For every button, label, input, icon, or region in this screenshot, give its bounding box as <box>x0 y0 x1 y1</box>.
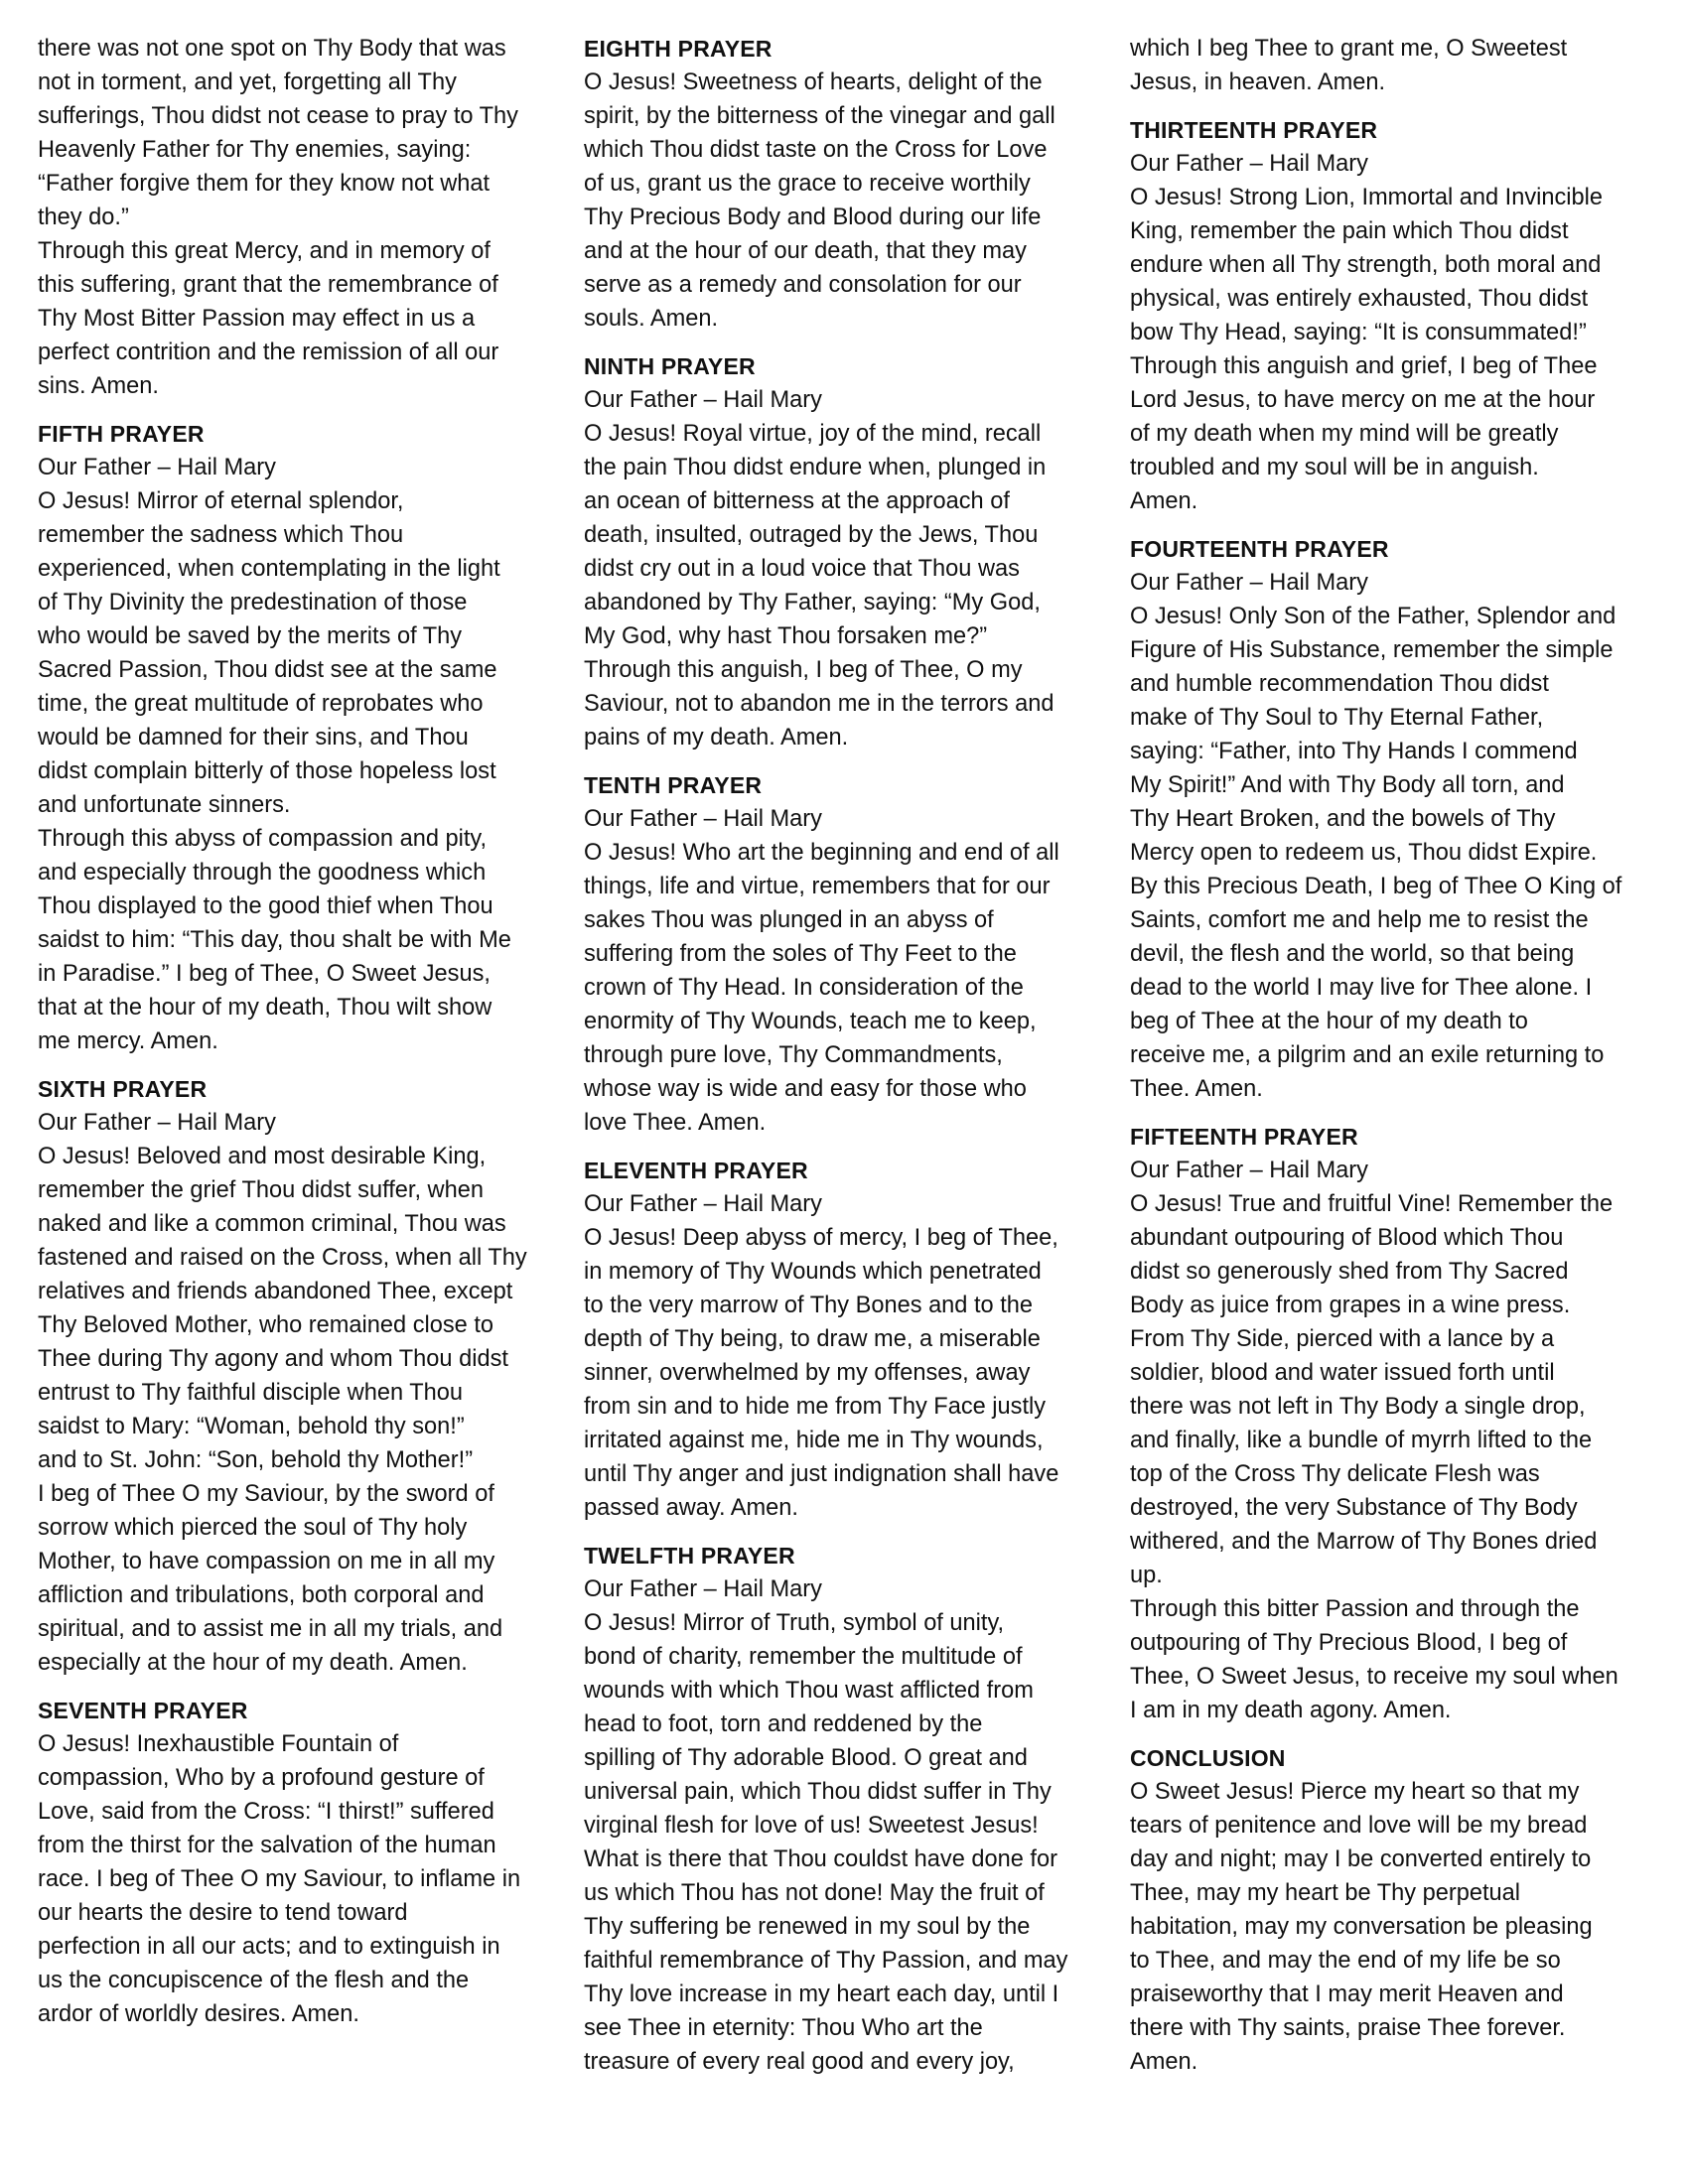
prayer-heading: THIRTEENTH PRAYER <box>1130 117 1378 143</box>
sixth-prayer <box>38 1072 569 1680</box>
prayer-text: O Jesus! Mirror of eternal splendor, remember the sadness which Thou experienced, when contemplating in the light of Thy Divinity the predestination of those who would be saved by the merits of Thy Sacred Passion, Thou didst see at the same time, the great multitude of reprobates who would be damned for their sins, and Thou didst complain bitterly of those hopeless lost and unfortunate sinners. <box>38 488 500 818</box>
prayer-heading: FIFTH PRAYER <box>38 421 205 447</box>
prayer-text: O Sweet Jesus! Pierce my heart so that my tears of penitence and love will be my bread day and night; may I be converted entirely to Thee, may my heart be Thy perpetual habitation, may my conversation be pleasing to Thee, and may the end of my life be so praiseworthy that I may merit Heaven and there with Thy saints, praise Thee forever. Amen. <box>1130 1779 1593 2075</box>
ninth-prayer <box>584 349 1115 754</box>
prayer-text: O Jesus! Royal virtue, joy of the mind, recall the pain Thou didst endure when, plunged in an ocean of bitterness at the approach of death, insulted, outraged by the Jews, Thou didst cry out in a loud voice that Thou was abandoned by Thy Father, saying: “My God, My God, why hast Thou forsaken me?” Through this anguish, I beg of Thee, O my Saviour, not to abandon me in the terrors and pains of my death. Amen. <box>584 421 1055 751</box>
prayer-text: O Jesus! Inexhaustible Fountain of compassion, Who by a profound gesture of Love, said from the Cross: “I thirst!” suffered from the thirst for the salvation of the human race. I beg of Thee O my Saviour, to inflame in our hearts the desire to tend toward perfection in all our acts; and to extinguish in us the concupiscence of the flesh and the ardor of worldly desires. Amen. <box>38 1731 521 2027</box>
prayer-subheading: Our Father – Hail Mary <box>584 387 822 413</box>
fourteenth-prayer <box>1130 532 1661 1106</box>
prayer-heading: ELEVENTH PRAYER <box>584 1158 808 1183</box>
prayer-text: O Jesus! Only Son of the Father, Splendor and Figure of His Substance, remember the simple and humble recommendation Thou didst make of Thy Soul to Thy Eternal Father, saying: “Father, into Thy Hands I commend My Spirit!” And with Thy Body all torn, and Thy Heart Broken, and the bowels of Thy Mercy open to redeem us, Thou didst Expire. By this Precious Death, I beg of Thee O King of Saints, comfort me and help me to resist the devil, the flesh and the world, so that being dead to the world I may live for Thee alone. I beg of Thee at the hour of my death to receive me, a pilgrim and an exile returning to Thee. Amen. <box>1130 604 1622 1102</box>
prayer-heading: SIXTH PRAYER <box>38 1076 208 1102</box>
prayer-text: O Jesus! Mirror of Truth, symbol of unity, bond of charity, remember the multitude of wounds with which Thou wast afflicted from head to foot, torn and reddened by the spilling of Thy adorable Blood. O great and universal pain, which Thou didst suffer in Thy virginal flesh for love of us! Sweetest Jesus! What is there that Thou couldst have done for us which Thou has not done! May the fruit of Thy suffering be renewed in my soul by the faithful remembrance of Thy Passion, and may Thy love increase in my heart each day, until I see Thee in eternity: Thou Who art the treasure of every real good and every joy, <box>584 1610 1068 2075</box>
prayer-heading: EIGHTH PRAYER <box>584 36 773 62</box>
prayer-heading: FOURTEENTH PRAYER <box>1130 536 1389 562</box>
prayer-text: O Jesus! Beloved and most desirable King, remember the grief Thou didst suffer, when naked and like a common criminal, Thou was fastened and raised on the Cross, when all Thy relatives and friends abandoned Thee, except Thy Beloved Mother, who remained close to Thee during Thy agony and whom Thou didst entrust to Thy faithful disciple when Thou saidst to Mary: “Woman, behold thy son!” and to St. John: “Son, behold thy Mother!” I beg of Thee O my Saviour, by the sword of sorrow which pierced the soul of Thy holy Mother, to have compassion on me in all my affliction and tribulations, both corporal and spiritual, and to assist me in all my trials, and especially at the hour of my death. Amen. <box>38 1144 527 1676</box>
prayer-text: O Jesus! Deep abyss of mercy, I beg of Thee, in memory of Thy Wounds which penetrated to the very marrow of Thy Bones and to the depth of Thy being, to draw me, a miserable sinner, overwhelmed by my offenses, away from sin and to hide me from Thy Face justly irritated against me, hide me in Thy wounds, until Thy anger and just indignation shall have passed away. Amen. <box>584 1225 1059 1521</box>
prayer-subheading: Our Father – Hail Mary <box>1130 570 1368 596</box>
prayer-text: O Jesus! Sweetness of hearts, delight of the spirit, by the bitterness of the vinegar and gall which Thou didst taste on the Cross for Love of us, grant us the grace to receive worthily Thy Precious Body and Blood during our life and at the hour of our death, that they may serve as a remedy and consolation for our souls. Amen. <box>584 69 1055 332</box>
eleventh-prayer <box>584 1154 1115 1525</box>
prayer-text: O Jesus! True and fruitful Vine! Remember the abundant outpouring of Blood which Thou didst so generously shed from Thy Sacred Body as juice from grapes in a wine press. From Thy Side, pierced with a lance by a soldier, blood and water issued forth until there was not left in Thy Body a single drop, and finally, like a bundle of myrrh lifted to the top of the Cross Thy delicate Flesh was destroyed, the very Substance of Thy Body withered, and the Marrow of Thy Bones dried up. <box>1130 1191 1614 1588</box>
prayer-page <box>38 32 1656 2156</box>
prayer-text: which I beg Thee to grant me, O Sweetest Jesus, in heaven. Amen. <box>1130 36 1568 95</box>
column-right <box>1130 32 1661 2079</box>
prayer-subheading: Our Father – Hail Mary <box>38 455 276 480</box>
prayer-subheading: Our Father – Hail Mary <box>1130 151 1368 177</box>
prayer-heading: FIFTEENTH PRAYER <box>1130 1124 1358 1150</box>
prayer-heading: TENTH PRAYER <box>584 772 763 798</box>
prayer-text: there was not one spot on Thy Body that was not in torment, and yet, forgetting all Thy sufferings, Thou didst not cease to pray to Thy Heavenly Father for Thy enemies, saying: “Father forgive them for they know not what they do.” <box>38 36 518 230</box>
prayer-text: Through this bitter Passion and through the outpouring of Thy Precious Blood, I beg of Thee, O Sweet Jesus, to receive my soul when I am in my death agony. Amen. <box>1130 1596 1618 1723</box>
column-left <box>38 32 569 2031</box>
prayer-text: O Jesus! Who art the beginning and end of all things, life and virtue, remembers that for our sakes Thou was plunged in an abyss of suffering from the soles of Thy Feet to the crown of Thy Head. In consideration of the enormity of Thy Wounds, teach me to keep, through pure love, Thy Commandments, whose way is wide and easy for those who love Thee. Amen. <box>584 840 1059 1136</box>
prayer-heading: NINTH PRAYER <box>584 353 756 379</box>
eighth-prayer <box>584 32 1115 336</box>
prayer-subheading: Our Father – Hail Mary <box>38 1110 276 1136</box>
prayer-heading: TWELFTH PRAYER <box>584 1543 795 1569</box>
fifth-prayer <box>38 417 569 1058</box>
prayer-subheading: Our Father – Hail Mary <box>584 1576 822 1602</box>
column-middle <box>584 32 1115 2079</box>
thirteenth-prayer <box>1130 113 1661 518</box>
continued-fourth-prayer <box>38 32 569 403</box>
fifteenth-prayer <box>1130 1120 1661 1727</box>
tenth-prayer <box>584 768 1115 1140</box>
prayer-subheading: Our Father – Hail Mary <box>1130 1158 1368 1183</box>
seventh-prayer <box>38 1694 569 2031</box>
prayer-text: Through this abyss of compassion and pity, and especially through the goodness which Thou displayed to the good thief when Thou saidst to him: “This day, thou shalt be with Me in Paradise.” I beg of Thee, O Sweet Jesus, that at the hour of my death, Thou wilt show me mercy. Amen. <box>38 826 511 1054</box>
prayer-text: Through this great Mercy, and in memory of this suffering, grant that the remembrance of Thy Most Bitter Passion may effect in us a perfect contrition and the remission of all our sins. Amen. <box>38 238 499 399</box>
twelfth-prayer <box>584 1539 1115 2079</box>
conclusion <box>1130 1741 1661 2079</box>
prayer-subheading: Our Father – Hail Mary <box>584 1191 822 1217</box>
prayer-subheading: Our Father – Hail Mary <box>584 806 822 832</box>
prayer-heading: CONCLUSION <box>1130 1745 1286 1771</box>
continued-twelfth-prayer <box>1130 32 1661 99</box>
prayer-text: O Jesus! Strong Lion, Immortal and Invincible King, remember the pain which Thou didst endure when all Thy strength, both moral and physical, was entirely exhausted, Thou didst bow Thy Head, saying: “It is consummated!” Through this anguish and grief, I beg of Thee Lord Jesus, to have mercy on me at the hour of my death when my mind will be greatly troubled and my soul will be in anguish. Amen. <box>1130 185 1604 514</box>
prayer-heading: SEVENTH PRAYER <box>38 1698 248 1723</box>
